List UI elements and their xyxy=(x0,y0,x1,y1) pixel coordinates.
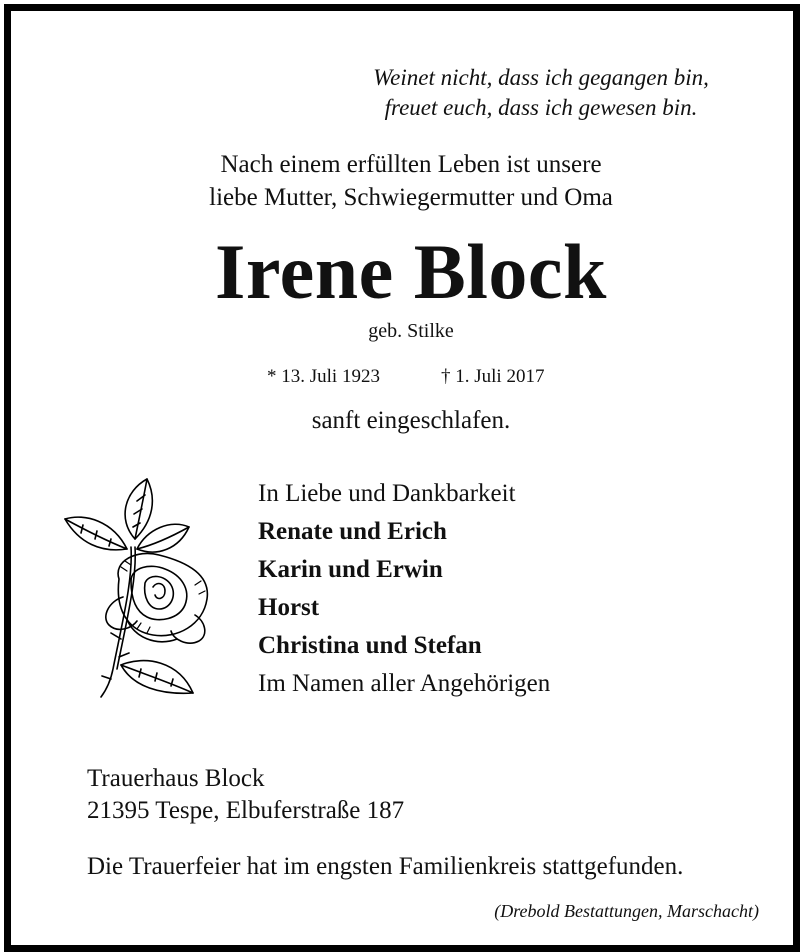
mourner-name: Horst xyxy=(258,594,320,621)
mourning-house-address xyxy=(87,763,404,827)
maiden-name: geb. Stilke xyxy=(368,320,454,342)
death-date: † 1. Juli 2017 xyxy=(441,366,545,387)
intro-line: Nach einem erfüllten Leben ist unsere xyxy=(220,151,602,178)
intro-text xyxy=(111,148,711,214)
love-line: In Liebe und Dankbarkeit xyxy=(258,480,516,507)
mourner-name: Renate und Erich xyxy=(258,518,447,545)
address-line: Trauerhaus Block xyxy=(87,765,265,792)
mourner-name: Christina und Stefan xyxy=(258,632,482,659)
mourner-list xyxy=(258,513,550,665)
birth-date: * 13. Juli 1923 xyxy=(267,366,380,387)
intro-line: liebe Mutter, Schwiegermutter und Oma xyxy=(209,184,613,211)
address-line: 21395 Tespe, Elbuferstraße 187 xyxy=(87,797,405,824)
quote xyxy=(341,63,741,123)
passing-text: sanft eingeschlafen. xyxy=(311,407,511,434)
quote-line: Weinet nicht, dass ich gegangen bin, xyxy=(373,65,709,90)
deceased-name: Irene Block xyxy=(215,228,607,315)
ceremony-note: Die Trauerfeier hat im engsten Familienkreis stattgefunden. xyxy=(87,853,684,880)
undertaker-credit: (Drebold Bestattungen, Marschacht) xyxy=(494,901,759,921)
obituary-frame xyxy=(4,4,800,952)
mourner-name: Karin und Erwin xyxy=(258,556,443,583)
quote-line: freuet euch, dass ich gewesen bin. xyxy=(384,95,698,120)
rose-icon xyxy=(61,469,221,701)
family-block xyxy=(258,475,550,703)
relatives-line: Im Namen aller Angehörigen xyxy=(258,670,551,697)
